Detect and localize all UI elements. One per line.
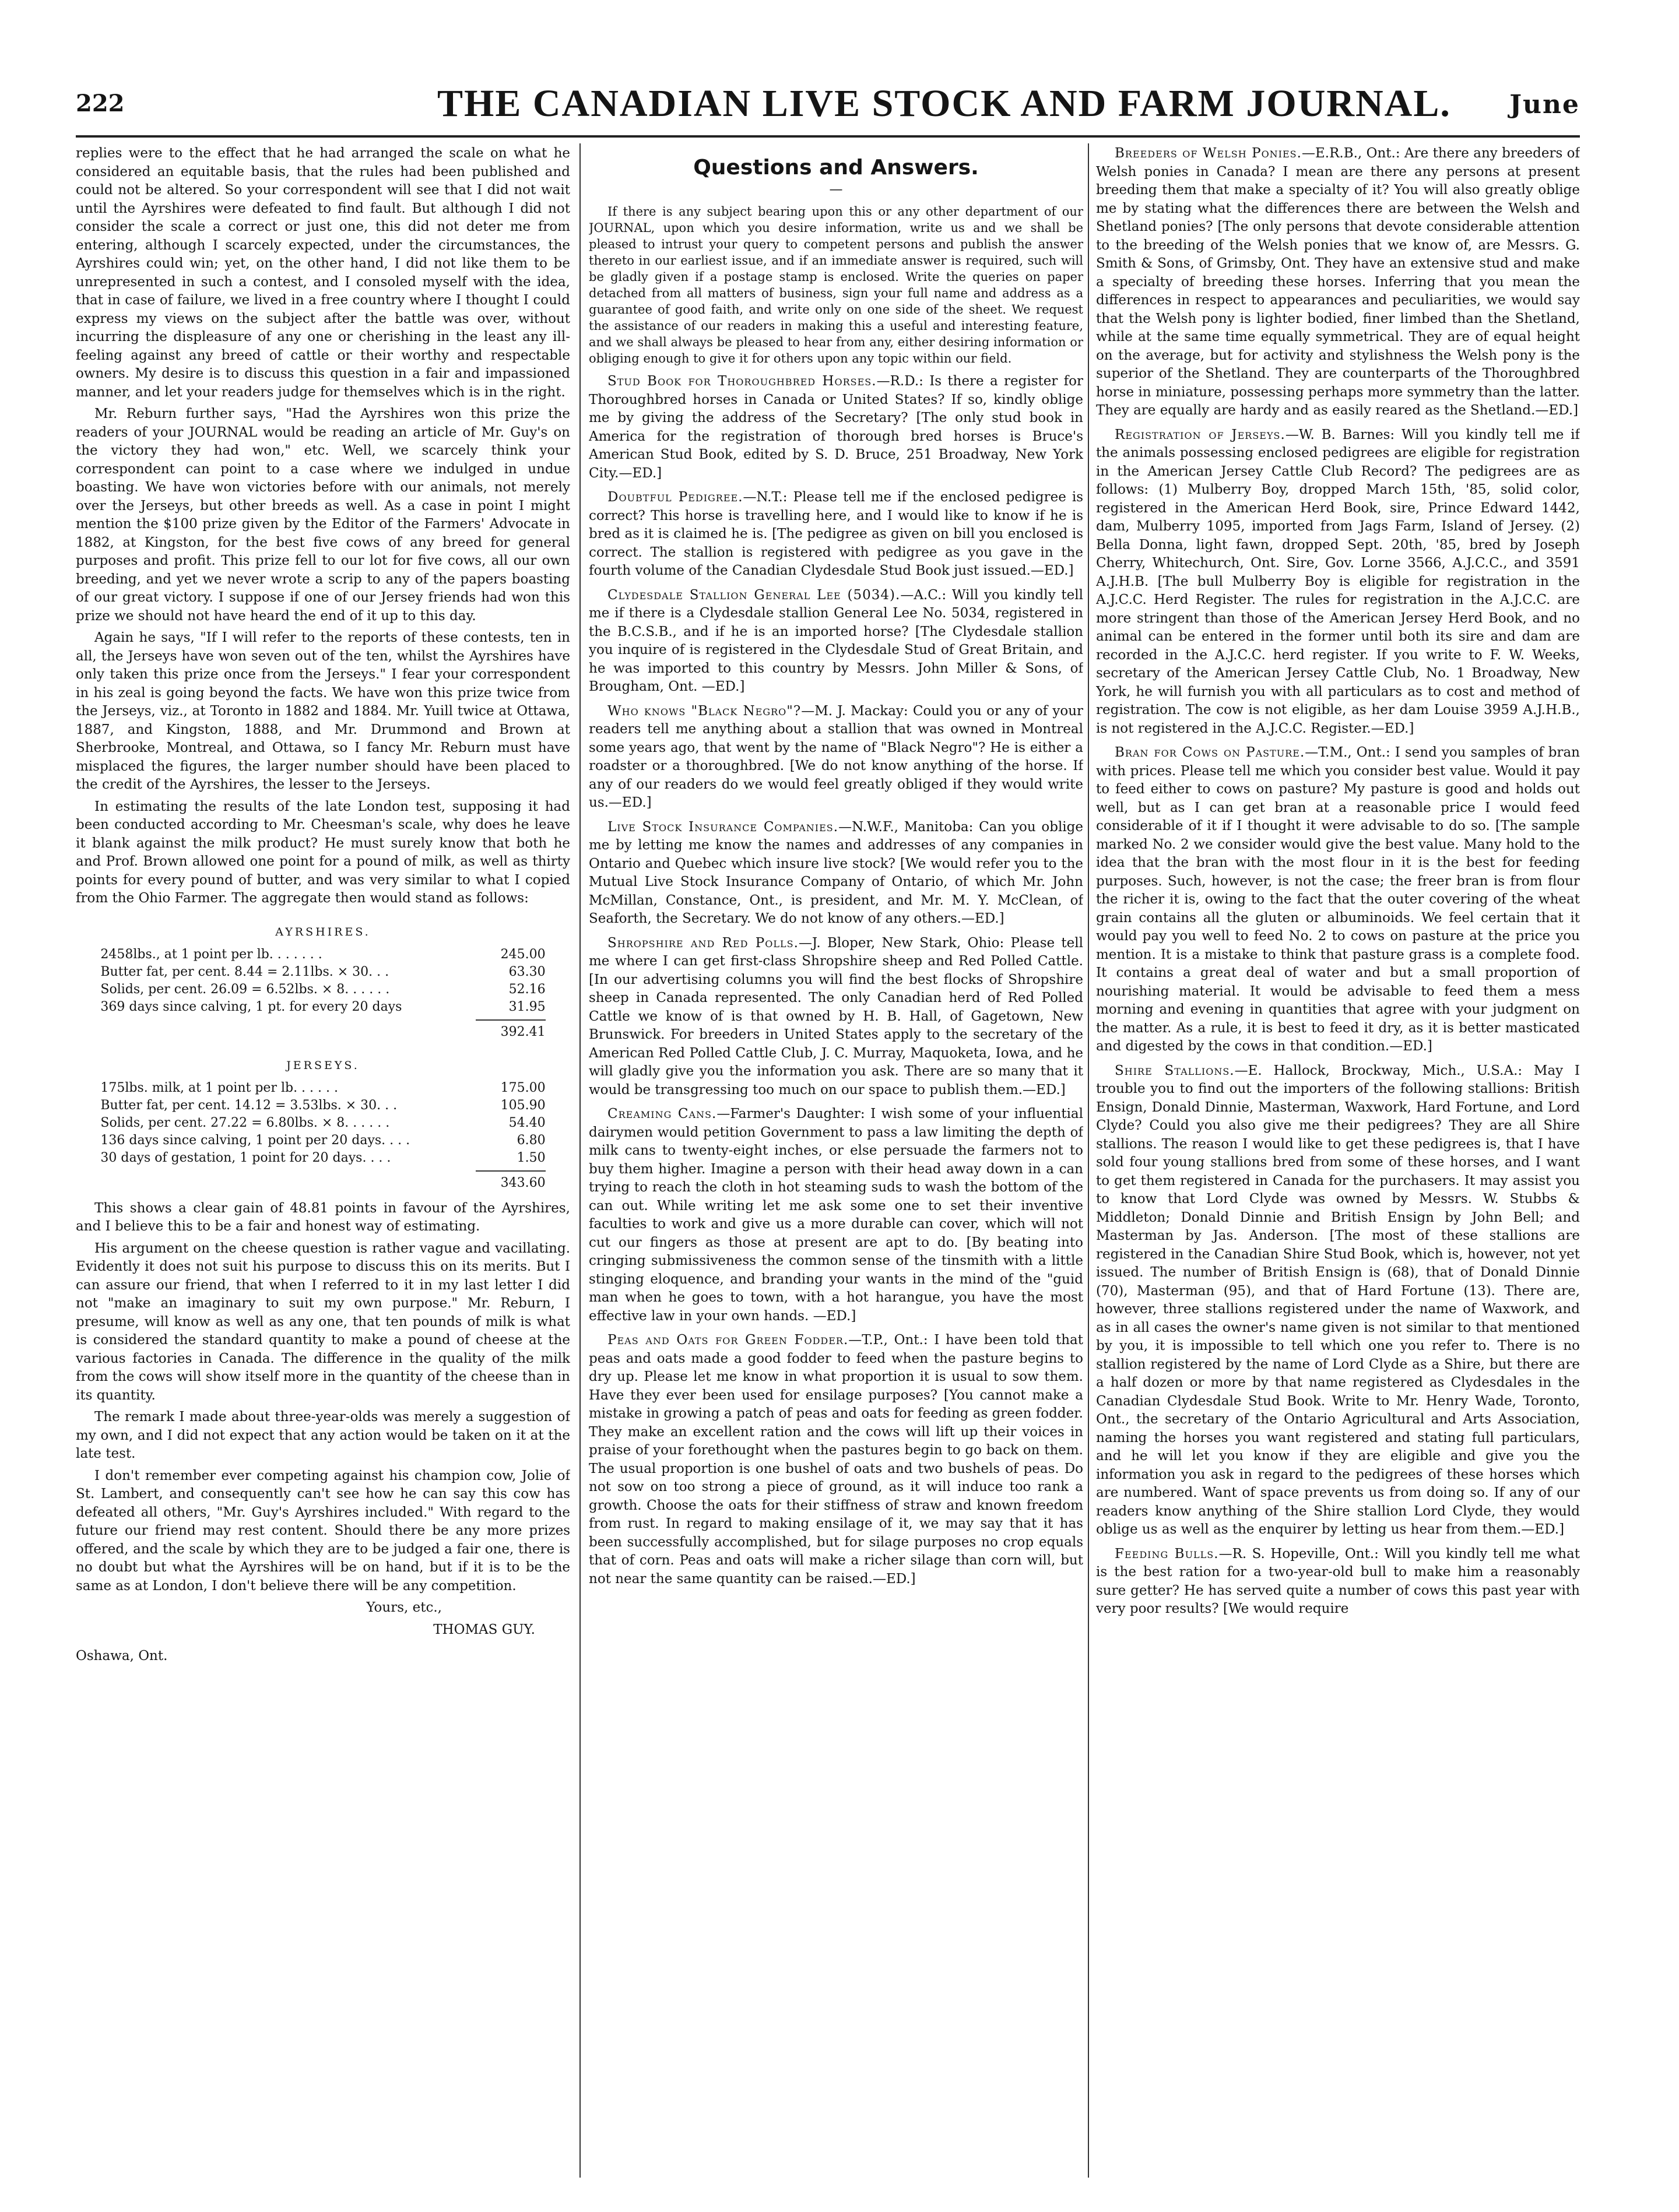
question-body: —M. J. Mackay: Could you or any of your readers tell me anything about a stallion that was owned in Montreal some years ago, that went by the name of "Black Negro"? He is either a roadster or a thoroughbred. [We do not know anything of the horse. If any of our readers do we would feel greatly obliged if they would write us.—ED.] [589, 703, 1083, 810]
question-item [589, 1331, 1083, 1588]
page-header [76, 82, 1580, 134]
question-heading: Registration of Jerseys. [1115, 427, 1285, 442]
question-heading: Peas and Oats for Green Fodder. [607, 1332, 849, 1348]
question-item [1096, 1545, 1580, 1619]
table-row [100, 946, 545, 963]
issue-month: June [1509, 90, 1580, 119]
question-body: —J. Bloper, New Stark, Ohio: Please tell me where I can get first-class Shropshire sheep and Red Polled Cattle. [In our advertising columns you will find the best flocks of Shropshire sheep in Canada represented. The only Canadian herd of Red Polled Cattle we know of is that owned by H. B. Hall, of Gagetown, New Brunswick. For breeders in United States apply to the secretary of the American Red Polled Cattle Club, J. C. Murray, Maquoketa, Iowa, and he will gladly give you the information you ask. There are so many that it would be transgressing too much on our space to publish them.—ED.] [589, 935, 1083, 1098]
total-value: 343.60 [476, 1170, 546, 1193]
question-item [1096, 426, 1580, 738]
question-item [589, 702, 1083, 813]
page-number: 222 [76, 90, 125, 117]
jerseys-total [76, 1170, 570, 1193]
question-heading: Who knows "Black Negro"? [607, 703, 802, 719]
signature-name: THOMAS GUY. [433, 1622, 535, 1637]
question-body: —R. S. Hopeville, Ont.: Will you kindly tell me what is the best ration for a two-year-old bull to make him a reasonably sure getter? He has served quite a number of cows this past year with very poor results? [We would require [1096, 1546, 1580, 1616]
question-item [589, 586, 1083, 697]
signature-closing: Yours, etc., [366, 1600, 442, 1615]
question-heading: Doubtful Pedigree. [607, 490, 743, 505]
table-row [100, 1114, 545, 1132]
letter-paragraph: replies were to the effect that he had arranged the scale on what he considered an equitable basis, that the rules had been published and could not be altered. So your correspondent will see that I did not wait until the Ayrshires were defeated to find fault. But although I did not consider the scale a correct or just one, this did not deter me from entering, although I scarcely expected, under the circumstances, the Ayrshires could win; yet, on the other hand, I did not like them to be unrepresented in such a contest, and I consoled myself with the idea, that in case of failure, we lived in a free country where I thought I could express my views on the subject after the battle was over, without incurring the displeasure of any one or cherishing in the least any ill-feeling against any breed of cattle or their worthy and respectable owners. My desire is to discuss this question in a fair and impassioned manner, and let your readers judge for themselves which is in the right. [76, 146, 570, 400]
ayrshires-heading: AYRSHIRES. [275, 925, 371, 938]
row-label: 136 days since calving, 1 point per 20 days. . . . [100, 1133, 410, 1148]
table-row [100, 1132, 545, 1149]
signature-place: Oshawa, Ont. [76, 1648, 168, 1664]
question-heading: Stud Book for Thoroughbred Horses. [607, 374, 877, 389]
table-row [100, 998, 545, 1016]
row-value: 6.80 [517, 1133, 546, 1148]
column-questions [589, 145, 1083, 2179]
question-heading: Breeders of Welsh Ponies. [1115, 146, 1302, 161]
question-item [1096, 1062, 1580, 1539]
jerseys-heading: JERSEYS. [286, 1058, 360, 1072]
jerseys-table [100, 1079, 545, 1167]
question-heading: Shropshire and Red Polls. [607, 935, 799, 951]
question-heading: Creaming Cans. [607, 1106, 717, 1121]
row-label: Butter fat, per cent. 14.12 = 3.53lbs. × 30. . . [100, 1098, 398, 1113]
row-value: 105.90 [500, 1098, 546, 1113]
row-label: Solids, per cent. 26.09 = 6.52lbs. × 8. . . . . . [100, 982, 390, 997]
question-item [589, 488, 1083, 581]
letter-paragraph: In estimating the results of the late London test, supposing it had been conducted according to Mr. Cheesman's scale, why does he leave it blank against the milk product? He must surely know that both he and Prof. Brown allowed one point for a pound of milk, as well as thirty points for every pound of butter, and was very similar to what I copied from the Ohio Farmer. The aggregate then would stand as follows: [76, 799, 570, 906]
ayrshires-total [76, 1019, 570, 1042]
question-body: —T.P., Ont.: I have been told that peas and oats made a good fodder to feed when the pasture begins to dry up. Please let me know in what proportion it is usual to sow them. Have they ever been used for ensilage purposes? [You cannot make a mistake in growing a patch of peas and oats for feeding as green fodder. They make an excellent ration and the cows will lift up their voices in praise of your forethought when the pastures begin to go back on them. The usual proportion is one bushel of oats and two bushels of peas. Do not sow on too strong a piece of ground, as it will induce too rank a growth. Choose the oats for their stiffness of straw and known freedom from rust. In regard to making ensilage of it, we may say that it has been successfully accomplished, but for silage purposes no crop equals that of corn. Peas and oats will make a richer silage than corn will, but not near the same quantity can be raised.—ED.] [589, 1332, 1083, 1587]
question-heading: Feeding Bulls. [1115, 1546, 1219, 1562]
question-item [1096, 744, 1580, 1056]
question-body: —T.M., Ont.: I send you samples of bran with prices. Please tell me which you consider best value. Would it pay to feed either to cows on pasture? My pasture is good and holds out well, but as I can get bran at a reasonable price I would feed considerable of it if I thought it were advisable to do so. [The sample marked No. 2 we consider would give the best value. Many hold to the idea that the bran with the most flour in it is the best for feeding purposes. Such, however, is not the case; the freer bran is from flour the richer it is, owing to the fact that the outer covering of the wheat grain contains all the gluten or albuminoids. We feel certain that it would pay you well to feed No. 2 to cows on pasture at the price you mention. It is a mistake to think that pasture grass is a complete food. It contains a great deal of water and but a small proportion of nourishing material. It would be advisable to feed them a mess morning and evening in quantities that agree with your judgment on the matter. As a rule, it is best to feed it dry, as it is better masticated and digested by the cows in that condition.—ED.] [1096, 745, 1580, 1054]
question-item [589, 1105, 1083, 1325]
row-label: Solids, per cent. 27.22 = 6.80lbs. × 8. . . . . . [100, 1116, 390, 1130]
question-body: —N.T.: Please tell me if the enclosed pedigree is correct? This horse is travelling here, and I would like to know if he is bred as it is claimed he is. [The pedigree as given on bill you enclosed is correct. The stallion is registered with pedigree as you gave in the fourth volume of the Canadian Clydesdale Stud Book just issued.—ED.] [589, 490, 1083, 578]
row-label: 175lbs. milk, at 1 point per lb. . . . . . [100, 1081, 338, 1095]
row-value: 245.00 [500, 947, 546, 962]
question-body: —E. Hallock, Brockway, Mich., U.S.A.: May I trouble you to find out the importers of the following stallions: British Ensign, Donald Dinnie, Masterman, Waxwork, Hard Fortune, and Lord Clyde? Could you also give me their pedigrees? They are all Shire stallions. The reason I would like to get these pedigrees is, that I have sold four young stallions bred from some of these horses, and I want to get them registered in Canada for the purchasers. It may assist you to know that Lord Clyde was owned by Messrs. W. Stubbs & Middleton; Donald Dinnie and British Ensign by John Bell; and Masterman by Jas. Anderson. [The most of these stallions are registered in the Canadian Shire Stud Book, which is, however, not yet issued. The number of British Ensign is (68), that of Donald Dinnie (70), Masterman (95), and that of Hard Fortune (13). There are, however, three stallions registered under the name of Waxwork, and as in all cases the owner's name given is not similar to that mentioned by you, it is impossible to tell which one you refer to. There is no stallion registered by the name of Lord Clyde as a Shire, but there are a half dozen or more by that name registered as Clydesdales in the Canadian Clydesdale Stud Book. Write to Mr. Henry Wade, Toronto, Ont., the secretary of the Ontario Agricultural and Arts Association, naming the horses you want registered and stating full particulars, and he will let you know if they are eligible and give you the information you ask in regard to the pedigrees of these horses which are numbered. Want of space prevents us from doing so. If any of our readers know anything of the Shire stallion Lord Clyde, they would oblige us as well as the enquirer by letting us hear from them.—ED.] [1096, 1063, 1580, 1537]
row-value: 63.30 [508, 965, 546, 979]
column-divider [579, 143, 581, 2178]
row-value: 31.95 [508, 1000, 546, 1014]
row-label: Butter fat, per cent. 8.44 = 2.11lbs. × 30. . . [100, 965, 389, 979]
question-item [589, 372, 1083, 483]
question-item [1096, 145, 1580, 420]
question-body: —E.R.B., Ont.: Are there any breeders of Welsh ponies in Canada? I mean are there any persons at present breeding them that make a specialty of it? You will also greatly oblige me by stating what the differences there are between the Welsh and Shetland ponies? [The only persons that devote considerable attention to the breeding of the Welsh ponies that we know of, are Messrs. G. Smith & Sons, of Grimsby, Ont. They have an extensive stud and make a specialty of breeding these horses. Inferring that you mean the differences in respect to appearances and peculiarities, we would say that the Welsh pony is lighter bodied, finer limbed than the Shetland, while at the same time equally symmetrical. They are of equal height on the average, but for activity and stylishness the Welsh pony is the superior of the Shetland. They are counterparts of the Thoroughbred horse in miniature, possessing perhaps more symmetry than the latter. They are equally are hardy and as easily reared as the Shetland.—ED.] [1096, 146, 1580, 418]
letter-paragraph: This shows a clear gain of 48.81 points in favour of the Ayrshires, and I believe this to be a fair and honest way of estimating. [76, 1200, 570, 1234]
letter-paragraph: Again he says, "If I will refer to the reports of these contests, ten in all, the Jerseys have won seven out of the ten, whilst the Ayrshires have only taken this prize once from the Jerseys." I fear your correspondent in his zeal is going beyond the facts. We have won this prize twice from the Jerseys, viz., at Toronto in 1882 and 1884. Mr. Yuill twice at Ottawa, 1887, and Kingston, 1888, and Mr. Drummond and Brown at Sherbrooke, Montreal, and Ottawa, so I fancy Mr. Reburn must have misplaced the figures, the larger number should have been placed to the credit of the Ayrshires, the lesser to the Jerseys. [76, 630, 570, 792]
section-title: Questions and Answers. [693, 156, 979, 180]
header-rule [76, 135, 1580, 138]
table-row [100, 1079, 545, 1097]
letter-paragraph: His argument on the cheese question is rather vague and vacillating. Evidently it does not suit his purpose to discuss this on its merits. But I can assure our friend, that when I referred to it in my last letter I did not "make an imaginary to suit my own purpose." Mr. Reburn, I presume, will know as well as any one, that ten pounds of milk is what is considered the standard quantity to make a pound of cheese at the various factories in Canada. The difference in the quality of the milk from the cows will show itself more in the quantity of the cheese than in its quantity. [76, 1240, 570, 1403]
table-row [100, 1149, 545, 1167]
column-letter [76, 145, 570, 2179]
section-dash: — [829, 181, 843, 197]
question-item [589, 934, 1083, 1100]
question-heading: Live Stock Insurance Companies. [607, 819, 839, 835]
letter-paragraph: Mr. Reburn further says, "Had the Ayrshires won this prize the readers of your JOURNAL would be reading an article of Mr. Guy's on the victory they had won," etc. Well, we scarcely think your correspondent can point to a case where we indulged in undue boasting. We have won victories before with our animals, not merely over the Jerseys, but other breeds as well. As a case in point I might mention the $100 prize given by the Editor of the Farmers' Advocate in 1882, at Kingston, for the best five cows of any breed for general purposes and profit. This prize fell to our lot for five cows, all our own breeding, and yet we never wrote a scrip to any of the papers boasting of our great victory. I suppose if one of our Jersey friends had won this prize we should not have heard the end of it up to this day. [76, 406, 570, 624]
table-row [100, 981, 545, 998]
question-body: —N.W.F., Manitoba: Can you oblige me by letting me know the names and addresses of any companies in Ontario and Quebec which insure live stock? [We would refer you to the Mutual Live Stock Insurance Company of Ontario, of which Mr. John McMillan, Constance, Ont., is president, and Mr. M. Y. McClean, of Seaforth, the Secretary. We do not know of any others.—ED.] [589, 819, 1083, 926]
row-label: 2458lbs., at 1 point per lb. . . . . . . [100, 947, 322, 962]
row-value: 52.16 [508, 982, 546, 997]
row-label: 369 days since calving, 1 pt. for every 20 days [100, 1000, 402, 1014]
question-body: —W. B. Barnes: Will you kindly tell me if the animals possessing enclosed pedigrees are eligible for registration in the American Jersey Cattle Club Record? The pedigrees are as follows: (1) Mulberry Boy, dropped March 15th, '85, solid color, registered in the American Herd Book, sire, Prince Edward 1442, dam, Mulberry 1095, imported from Jags Farm, Island of Jersey. (2) Bella Donna, light fawn, dropped Sept. 20th, '85, bred by Joseph Cherry, Whitechurch, Ont. Sire, Gov. Lorne 3566, A.J.C.C., and 3591 A.J.H.B. [The bull Mulberry Boy is eligible for registration in the A.J.C.C. Herd Register. The rules for registration in the A.J.C.C. are more stringent than those of the American Jersey Herd Book, and no animal can be entered in the former until both its sire and dam are recorded in the A.J.C.C. herd register. If you write to F. W. Weeks, secretary of the American Jersey Cattle Club, No. 1 Broadway, New York, he will furnish you with all particulars as to cost and method of registration. The cow is not eligible, as her dam Louise 3959 A.J.H.B., is not registered in the A.J.C.C. Register.—ED.] [1096, 427, 1580, 736]
section-intro: If there is any subject bearing upon this or any other department of our JOURNAL, upon which you desire information, write us and we shall be pleased to intrust your query to competent persons and publish the answer thereto in our earliest issue, and if an immediate answer is required, such will be gladly given if a postage stamp is enclosed. Write the queries on paper detached from all matters of business, sign your full name and address as a guarantee of good faith, and write only on one side of the sheet. We request the assistance of our readers in making this a useful and interesting feature, and we shall always be pleased to hear from any, either desiring information or obliging enough to give it for others upon any topic within our field. [589, 205, 1083, 365]
column-divider [1088, 143, 1089, 2178]
question-body: —A.C.: Will you kindly tell me if there is a Clydesdale stallion General Lee No. 5034, registered in the B.C.S.B., and if he is an imported horse? [The Clydesdale stallion you inquire of is registered in the Clydesdale Stud of Great Britain, and he was imported to this country by Messrs. John Miller & Sons, of Brougham, Ont. —ED.] [589, 587, 1083, 694]
question-heading: Clydesdale Stallion General Lee (5034). [607, 587, 901, 603]
question-heading: Shire Stallions. [1115, 1063, 1235, 1078]
row-value: 1.50 [517, 1151, 546, 1165]
table-row [100, 1097, 545, 1114]
row-value: 54.40 [508, 1116, 546, 1130]
letter-paragraph: The remark I made about three-year-olds was merely a suggestion of my own, and I did not expect that any action would be taken on it at the late test. [76, 1409, 570, 1461]
total-value: 392.41 [476, 1019, 546, 1042]
table-row [100, 963, 545, 981]
row-value: 175.00 [500, 1081, 546, 1095]
letter-paragraph: I don't remember ever competing against his champion cow, Jolie of St. Lambert, and consequently can't see how he can say this cow has defeated all others, "Mr. Guy's Ayrshires included." With regard to the future our friend may rest content. Should there be any more prizes offered, and the scale by which they are to be judged a fair one, there is no doubt but what the Ayrshires will be on hand, but if it is to be the same as at London, I don't believe there will be any competition. [76, 1468, 570, 1594]
question-item [589, 818, 1083, 929]
ayrshires-table [100, 946, 545, 1016]
question-heading: Bran for Cows on Pasture. [1115, 745, 1305, 760]
journal-title: THE CANADIAN LIVE STOCK AND FARM JOURNAL. [437, 82, 1451, 125]
question-body: —R.D.: Is there a register for Thoroughbred horses in Canada or United States? If so, kindly oblige me by giving the address of the Secretary? [The only stud book in America for the registration of thorough bred horses is Bruce's American Stud Book, edited by S. D. Bruce, 251 Broadway, New York City.—ED.] [589, 374, 1083, 481]
column-questions-continued [1096, 145, 1580, 2179]
question-body: —Farmer's Daughter: I wish some of your influential dairymen would petition Government to pass a law limiting the depth of milk cans to twenty-eight inches, or else persuade the farmers not to buy them higher. Imagine a person with their head away down in a can trying to reach the cloth in hot steaming suds to wash the bottom of the can out. While writing let me ask some one to set their inventive faculties to work and give us a more durable can cover, which will not cut our fingers as those at present are apt to do. [By beating into cringing submissiveness the common sense of the tinsmith with a little stinging eloquence, and branding your wants in the mind of the "guid man when he goes to town, with a hot harangue, you have the most effective law in your own hands. —ED.] [589, 1106, 1083, 1324]
row-label: 30 days of gestation, 1 point for 20 days. . . . [100, 1151, 391, 1165]
